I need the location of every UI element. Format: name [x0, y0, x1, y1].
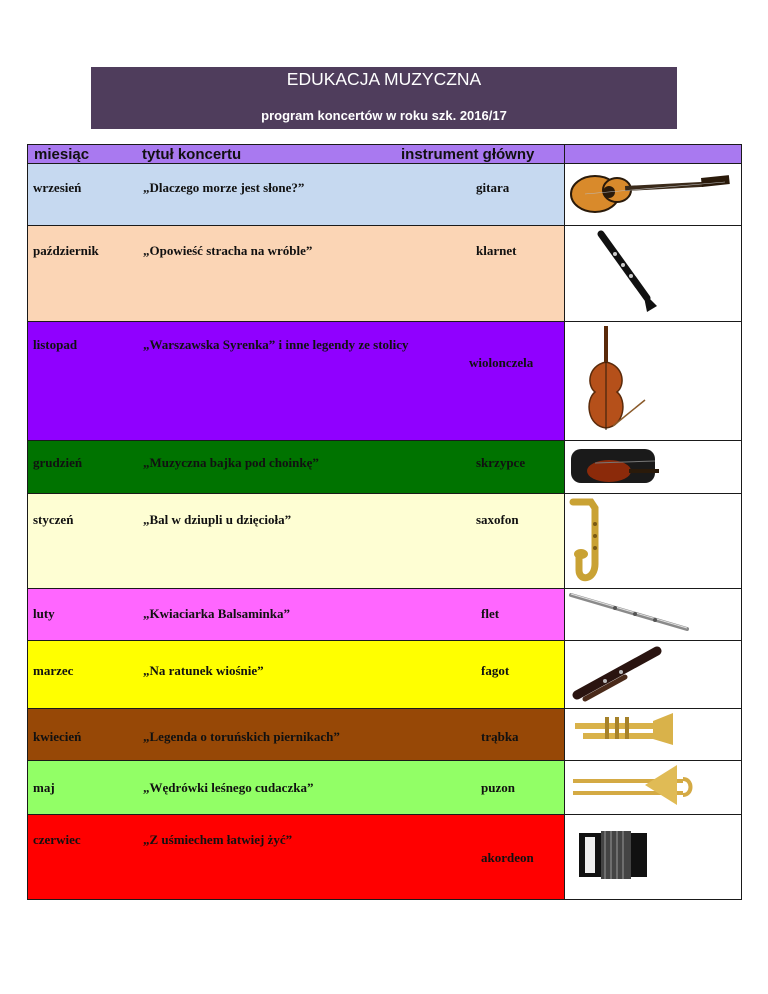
- table-row: [27, 641, 565, 709]
- instrument-cell: akordeon: [481, 850, 534, 865]
- month-cell: czerwiec: [33, 832, 81, 847]
- column-header-instrument: instrument główny: [401, 146, 535, 163]
- title-cell: „Muzyczna bajka pod choinkę”: [143, 455, 319, 470]
- title-cell: „Kwiaciarka Balsaminka”: [143, 606, 290, 621]
- month-cell: maj: [33, 780, 55, 795]
- instrument-cell: puzon: [481, 780, 515, 795]
- month-cell: kwiecień: [33, 729, 82, 744]
- table-row: [27, 322, 565, 441]
- title-cell: „Wędrówki leśnego cudaczka”: [143, 780, 314, 795]
- clarinet-icon: [565, 226, 742, 322]
- instrument-cell: flet: [481, 606, 500, 621]
- trombone-icon: [565, 761, 742, 815]
- flute-icon: [565, 589, 742, 641]
- instrument-cell: wiolonczela: [469, 355, 534, 370]
- column-header-title: tytuł koncertu: [142, 146, 242, 163]
- bassoon-icon: [565, 641, 742, 709]
- month-cell: listopad: [33, 337, 78, 352]
- guitar-icon: [565, 164, 742, 226]
- instrument-cell: skrzypce: [476, 455, 526, 470]
- month-cell: wrzesień: [33, 180, 82, 195]
- table-row: [27, 164, 565, 226]
- title-cell: „Legenda o toruńskich piernikach”: [143, 729, 340, 744]
- title-cell: „Warszawska Syrenka” i inne legendy ze stolicy: [143, 337, 409, 352]
- accordion-icon: [565, 815, 742, 900]
- title-cell: „Z uśmiechem łatwiej żyć”: [143, 832, 293, 847]
- table-row: [27, 761, 565, 815]
- month-cell: styczeń: [33, 512, 74, 527]
- month-cell: marzec: [33, 663, 74, 678]
- instrument-cell: klarnet: [476, 243, 517, 258]
- header-banner: [91, 67, 677, 129]
- title-cell: „Dlaczego morze jest słone?”: [143, 180, 305, 195]
- table-row: [27, 494, 565, 589]
- cello-icon: [565, 322, 742, 441]
- month-cell: luty: [33, 606, 55, 621]
- title-cell: „Opowieść stracha na wróble”: [143, 243, 313, 258]
- month-cell: październik: [33, 243, 99, 258]
- title-cell: „Na ratunek wiośnie”: [143, 663, 264, 678]
- saxophone-icon: [565, 494, 742, 589]
- page-title: EDUKACJA MUZYCZNA: [286, 69, 482, 89]
- violin-icon: [565, 441, 742, 494]
- table-row: [27, 226, 565, 322]
- column-divider: [564, 145, 565, 163]
- instrument-cell: fagot: [481, 663, 510, 678]
- instrument-cell: gitara: [476, 180, 510, 195]
- table-header: [27, 144, 742, 164]
- table-row: [27, 815, 565, 900]
- page-subtitle: program koncertów w roku szk. 2016/17: [261, 108, 507, 123]
- table-row: [27, 709, 565, 761]
- instrument-cell: saxofon: [476, 512, 519, 527]
- column-header-month: miesiąc: [34, 146, 90, 163]
- title-cell: „Bal w dziupli u dzięcioła”: [143, 512, 292, 527]
- table-row: [27, 441, 565, 494]
- instrument-cell: trąbka: [481, 729, 519, 744]
- month-cell: grudzień: [33, 455, 83, 470]
- table-row: [27, 589, 565, 641]
- trumpet-icon: [565, 709, 742, 761]
